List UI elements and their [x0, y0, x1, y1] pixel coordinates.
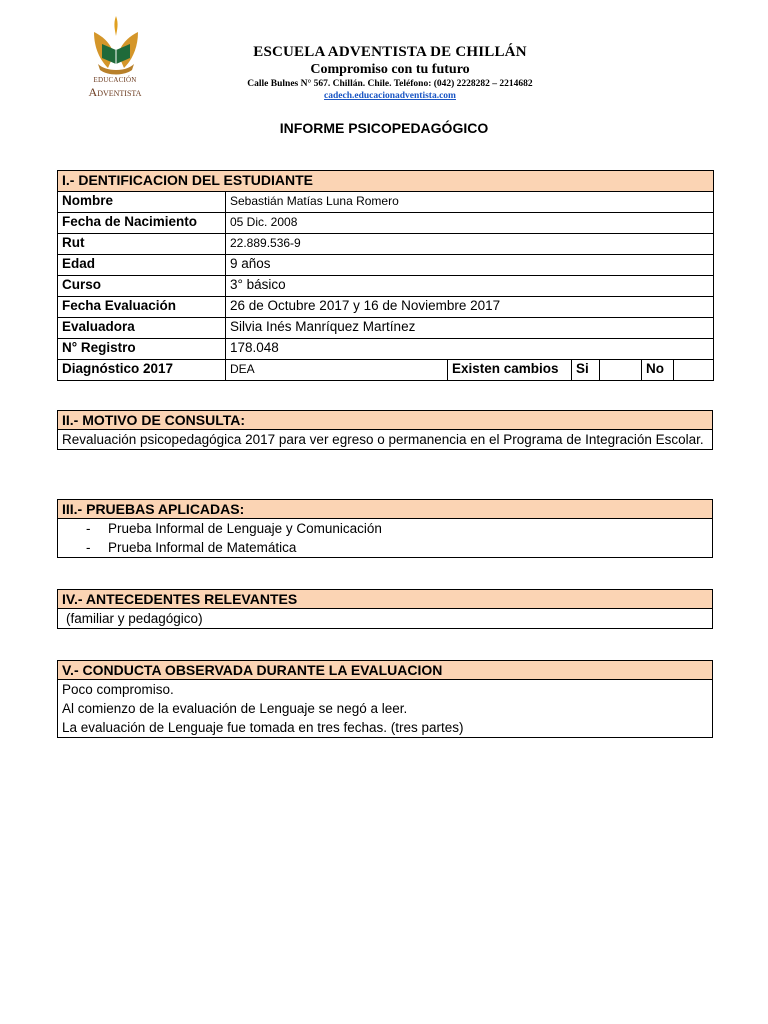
diagnosis-value: DEA — [226, 360, 448, 381]
table-row — [58, 192, 714, 213]
field-value: 9 años — [226, 255, 714, 276]
field-label: Evaluadora — [58, 318, 226, 339]
bullet-dash: - — [86, 540, 91, 555]
school-website-link[interactable]: cadech.educacionadventista.com — [324, 91, 456, 101]
table-row — [58, 255, 714, 276]
diagnosis-label: Diagnóstico 2017 — [58, 360, 226, 381]
field-value: 05 Dic. 2008 — [226, 213, 714, 234]
section-heading: II.- MOTIVO DE CONSULTA: — [58, 411, 713, 430]
table-row — [58, 213, 714, 234]
field-label: Curso — [58, 276, 226, 297]
school-name: ESCUELA ADVENTISTA DE CHILLÁN — [253, 44, 527, 60]
field-label: N° Registro — [58, 339, 226, 360]
applied-tests-table — [57, 499, 713, 558]
school-address: Calle Bulnes N° 567. Chillán. Chile. Teléfono: (042) 2228282 – 2214682 — [247, 79, 533, 89]
test-name: Prueba Informal de Matemática — [108, 540, 297, 555]
observation-line: La evaluación de Lenguaje fue tomada en tres fechas. (tres partes) — [62, 720, 464, 735]
table-row — [58, 234, 714, 255]
field-value: 178.048 — [226, 339, 714, 360]
school-logo — [80, 14, 150, 98]
report-title: INFORME PSICOPEDAGÓGICO — [279, 120, 489, 136]
consultation-reason-text: Revaluación psicopedagógica 2017 para ver egreso o permanencia en el Programa de Integración Escolar. — [58, 430, 713, 450]
field-value: 22.889.536-9 — [226, 234, 714, 255]
no-label: No — [642, 360, 674, 381]
section-heading: I.- DENTIFICACION DEL ESTUDIANTE — [58, 171, 714, 192]
observed-behavior-table — [57, 660, 713, 738]
relevant-background-table — [57, 589, 713, 629]
section-heading: III.- PRUEBAS APLICADAS: — [58, 500, 713, 519]
field-label: Fecha de Nacimiento — [58, 213, 226, 234]
school-motto: Compromiso con tu futuro — [310, 62, 470, 77]
bullet-dash: - — [86, 521, 91, 536]
logo-line-2: Adventista — [88, 85, 142, 99]
field-label: Fecha Evaluación — [58, 297, 226, 318]
field-value: 3° básico — [226, 276, 714, 297]
field-value: Sebastián Matías Luna Romero — [226, 192, 714, 213]
field-value: Silvia Inés Manríquez Martínez — [226, 318, 714, 339]
field-value: 26 de Octubre 2017 y 16 de Noviembre 2017 — [226, 297, 714, 318]
yes-checkbox-cell — [600, 360, 642, 381]
observation-line: Poco compromiso. — [62, 682, 174, 697]
student-identification-table — [57, 170, 714, 381]
table-row — [58, 339, 714, 360]
field-label: Rut — [58, 234, 226, 255]
changes-label: Existen cambios — [448, 360, 572, 381]
list-item — [62, 538, 708, 557]
background-text: (familiar y pedagógico) — [58, 609, 713, 629]
table-row — [58, 297, 714, 318]
list-item — [62, 519, 708, 538]
table-row — [58, 276, 714, 297]
diagnosis-row — [58, 360, 714, 381]
observation-line: Al comienzo de la evaluación de Lenguaje se negó a leer. — [62, 701, 408, 716]
yes-label: Si — [572, 360, 600, 381]
section-heading: IV.- ANTECEDENTES RELEVANTES — [58, 590, 713, 609]
section-heading: V.- CONDUCTA OBSERVADA DURANTE LA EVALUACION — [58, 661, 713, 680]
no-checkbox-cell — [674, 360, 714, 381]
logo-line-1: EDUCACIÓN — [93, 76, 137, 84]
open-book-hands-icon — [88, 14, 144, 76]
test-name: Prueba Informal de Lenguaje y Comunicación — [108, 521, 382, 536]
table-row — [58, 318, 714, 339]
consultation-reason-table — [57, 410, 713, 450]
field-label: Nombre — [58, 192, 226, 213]
field-label: Edad — [58, 255, 226, 276]
